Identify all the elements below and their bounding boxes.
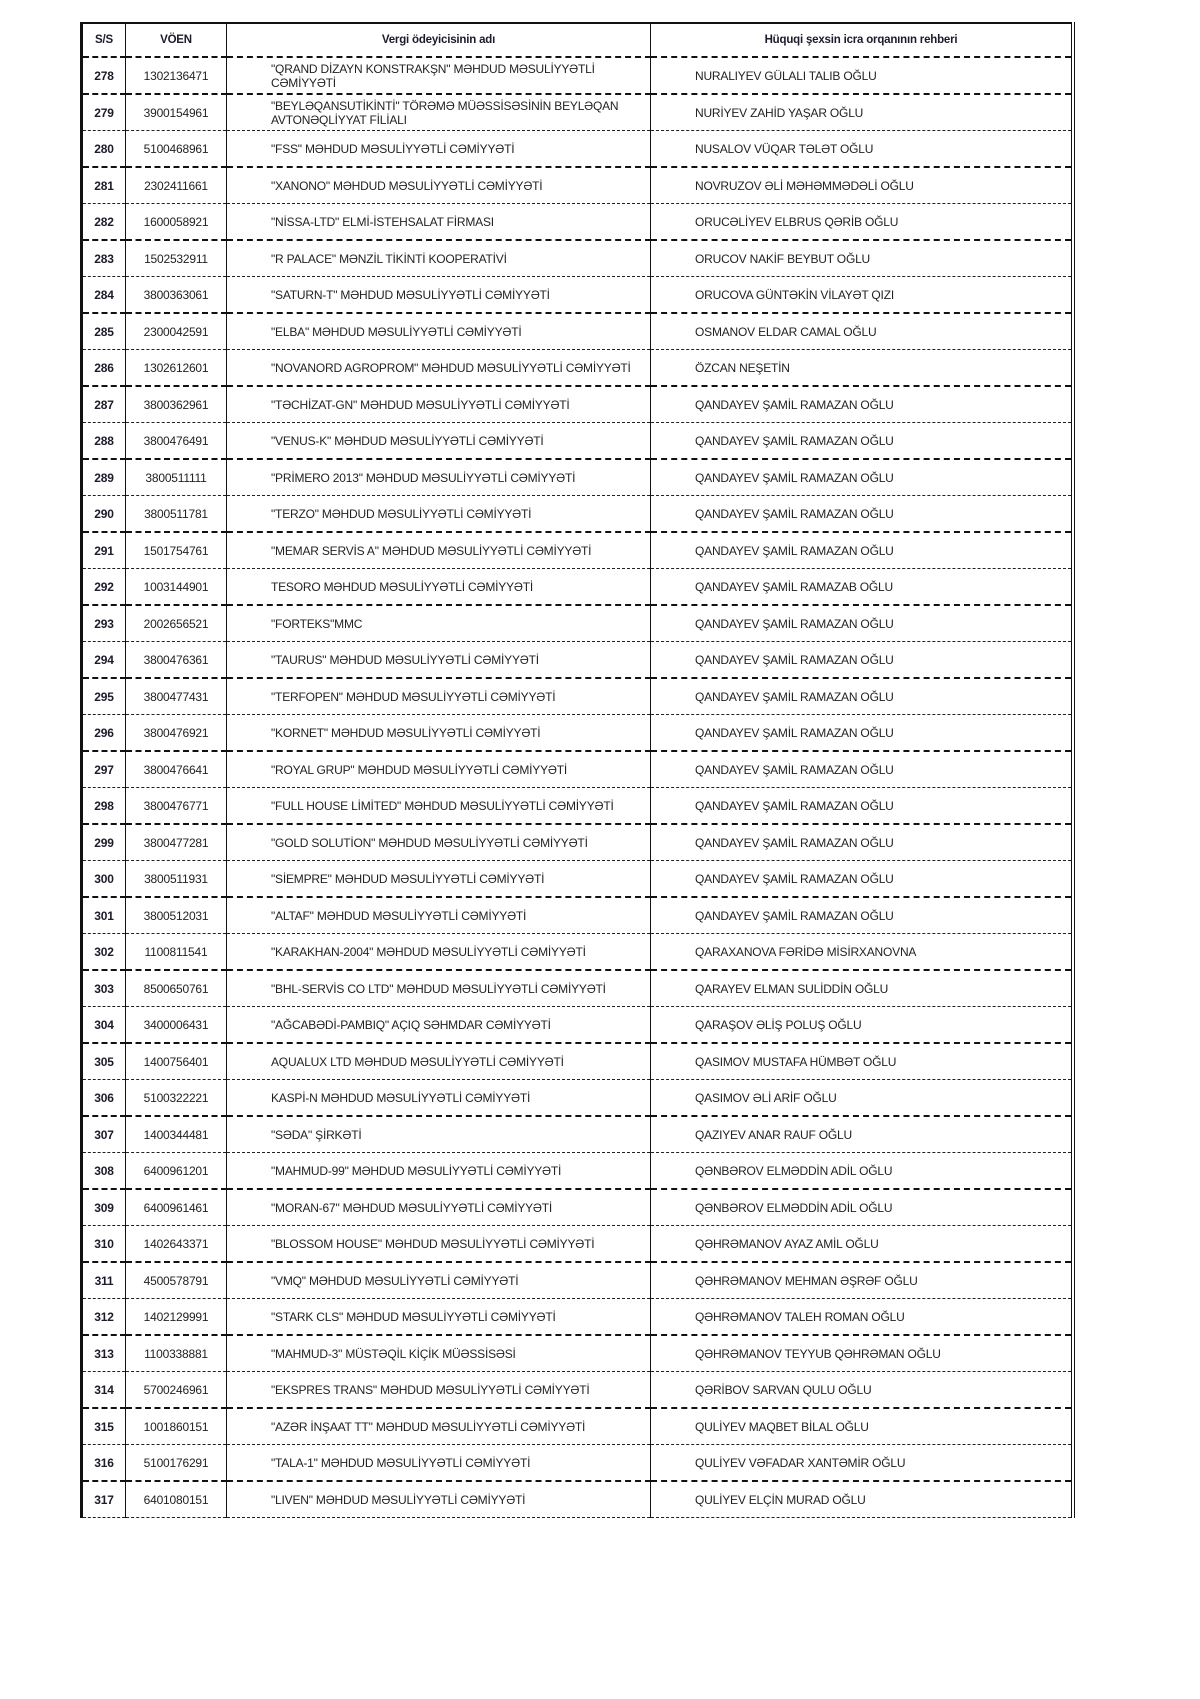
row-number-cell: 305: [82, 1043, 126, 1080]
taxpayer-name-cell: "FORTEKS"MMC: [227, 605, 651, 642]
row-number-cell: 291: [82, 532, 126, 569]
executive-head-cell: NURALIYEV GÜLALI TALIB OĞLU: [651, 57, 1074, 94]
voen-cell: 1001860151: [126, 1408, 227, 1445]
table-row: [82, 1043, 1074, 1080]
row-number-cell: 286: [82, 350, 126, 387]
row-number-cell: 315: [82, 1408, 126, 1445]
table-row: [82, 496, 1074, 533]
taxpayer-name-cell: "TƏCHİZAT-GN" MƏHDUD MƏSULİYYƏTLİ CƏMİYYƏTİ: [227, 386, 651, 423]
voen-cell: 3800476921: [126, 715, 227, 752]
table-row: [82, 678, 1074, 715]
voen-cell: 3800512031: [126, 897, 227, 934]
voen-cell: 3800362961: [126, 386, 227, 423]
taxpayer-name-cell: "MORAN-67" MƏHDUD MƏSULİYYƏTLİ CƏMİYYƏTİ: [227, 1189, 651, 1226]
voen-cell: 5100176291: [126, 1445, 227, 1482]
table-row: [82, 240, 1074, 277]
row-number-cell: 298: [82, 788, 126, 825]
table-row: [82, 131, 1074, 168]
voen-cell: 1302136471: [126, 57, 227, 94]
executive-head-cell: QƏHRƏMANOV TEYYUB QƏHRƏMAN OĞLU: [651, 1335, 1074, 1372]
table-row: [82, 1116, 1074, 1153]
taxpayer-name-cell: "KORNET" MƏHDUD MƏSULİYYƏTLİ CƏMİYYƏTİ: [227, 715, 651, 752]
row-number-cell: 293: [82, 605, 126, 642]
voen-cell: 1003144901: [126, 569, 227, 606]
taxpayer-name-cell: "NİSSA-LTD" ELMİ-İSTEHSALAT FİRMASI: [227, 204, 651, 241]
row-number-cell: 316: [82, 1445, 126, 1482]
voen-cell: 5100468961: [126, 131, 227, 168]
executive-head-cell: QULİYEV VƏFADAR XANTƏMİR OĞLU: [651, 1445, 1074, 1482]
row-number-cell: 303: [82, 970, 126, 1007]
table-row: [82, 423, 1074, 460]
taxpayer-name-cell: "LIVEN" MƏHDUD MƏSULİYYƏTLİ CƏMİYYƏTİ: [227, 1481, 651, 1518]
executive-head-cell: ORUCOVA GÜNTƏKİN VİLAYƏT QIZI: [651, 277, 1074, 314]
taxpayer-name-cell: AQUALUX LTD MƏHDUD MƏSULİYYƏTLİ CƏMİYYƏTİ: [227, 1043, 651, 1080]
executive-head-cell: ORUCOV NAKİF BEYBUT OĞLU: [651, 240, 1074, 277]
table-row: [82, 1226, 1074, 1263]
executive-head-cell: NUSALOV VÜQAR TƏLƏT OĞLU: [651, 131, 1074, 168]
executive-head-cell: QASIMOV ƏLİ ARİF OĞLU: [651, 1080, 1074, 1117]
row-number-cell: 310: [82, 1226, 126, 1263]
taxpayer-name-cell: "ELBA" MƏHDUD MƏSULİYYƏTLİ CƏMİYYƏTİ: [227, 313, 651, 350]
voen-cell: 3800363061: [126, 277, 227, 314]
executive-head-cell: QƏHRƏMANOV MEHMAN ƏŞRƏF OĞLU: [651, 1262, 1074, 1299]
voen-cell: 2302411661: [126, 167, 227, 204]
header-executive-head: Hüquqi şexsin icra orqanının rehberi: [651, 23, 1074, 57]
executive-head-cell: QANDAYEV ŞAMİL RAMAZAB OĞLU: [651, 569, 1074, 606]
table-row: [82, 277, 1074, 314]
executive-head-cell: QULİYEV MAQBET BİLAL OĞLU: [651, 1408, 1074, 1445]
taxpayer-name-cell: "MEMAR SERVİS A" MƏHDUD MƏSULİYYƏTLİ CƏMİYYƏTİ: [227, 532, 651, 569]
header-row: [82, 23, 1074, 57]
taxpayer-name-cell: "PRİMERO 2013" MƏHDUD MƏSULİYYƏTLİ CƏMİYYƏTİ: [227, 459, 651, 496]
table-header: [82, 23, 1074, 57]
taxpayer-name-cell: TESORO MƏHDUD MƏSULİYYƏTLİ CƏMİYYƏTİ: [227, 569, 651, 606]
table-row: [82, 751, 1074, 788]
row-number-cell: 284: [82, 277, 126, 314]
taxpayer-name-cell: "TAURUS" MƏHDUD MƏSULİYYƏTLİ CƏMİYYƏTİ: [227, 642, 651, 679]
executive-head-cell: NURİYEV ZAHİD YAŞAR OĞLU: [651, 94, 1074, 131]
row-number-cell: 300: [82, 861, 126, 898]
row-number-cell: 296: [82, 715, 126, 752]
table-row: [82, 1299, 1074, 1336]
executive-head-cell: QANDAYEV ŞAMİL RAMAZAN OĞLU: [651, 751, 1074, 788]
executive-head-cell: QANDAYEV ŞAMİL RAMAZAN OĞLU: [651, 605, 1074, 642]
row-number-cell: 283: [82, 240, 126, 277]
taxpayer-name-cell: "R PALACE" MƏNZİL TİKİNTİ KOOPERATİVİ: [227, 240, 651, 277]
row-number-cell: 294: [82, 642, 126, 679]
table-row: [82, 1080, 1074, 1117]
row-number-cell: 307: [82, 1116, 126, 1153]
taxpayer-name-cell: "MAHMUD-99" MƏHDUD MƏSULİYYƏTLİ CƏMİYYƏTİ: [227, 1153, 651, 1190]
taxpayer-name-cell: "AĞCABƏDİ-PAMBIQ" AÇIQ SƏHMDAR CƏMİYYƏTİ: [227, 1007, 651, 1044]
executive-head-cell: QANDAYEV ŞAMİL RAMAZAN OĞLU: [651, 788, 1074, 825]
voen-cell: 3800477281: [126, 824, 227, 861]
taxpayer-name-cell: "AZƏR İNŞAAT TT" MƏHDUD MƏSULİYYƏTLİ CƏMİYYƏTİ: [227, 1408, 651, 1445]
voen-cell: 1502532911: [126, 240, 227, 277]
executive-head-cell: QANDAYEV ŞAMİL RAMAZAN OĞLU: [651, 423, 1074, 460]
taxpayer-name-cell: "KARAKHAN-2004" MƏHDUD MƏSULİYYƏTLİ CƏMİYYƏTİ: [227, 934, 651, 971]
executive-head-cell: QƏNBƏROV ELMƏDDİN ADİL OĞLU: [651, 1153, 1074, 1190]
table-row: [82, 897, 1074, 934]
executive-head-cell: QARAYEV ELMAN SULİDDİN OĞLU: [651, 970, 1074, 1007]
voen-cell: 1302612601: [126, 350, 227, 387]
table-row: [82, 605, 1074, 642]
executive-head-cell: QAZIYEV ANAR RAUF OĞLU: [651, 1116, 1074, 1153]
voen-cell: 3900154961: [126, 94, 227, 131]
row-number-cell: 311: [82, 1262, 126, 1299]
executive-head-cell: ORUCƏLİYEV ELBRUS QƏRİB OĞLU: [651, 204, 1074, 241]
executive-head-cell: NOVRUZOV ƏLİ MƏHƏMMƏDƏLİ OĞLU: [651, 167, 1074, 204]
taxpayer-name-cell: "BLOSSOM HOUSE" MƏHDUD MƏSULİYYƏTLİ CƏMİYYƏTİ: [227, 1226, 651, 1263]
row-number-cell: 290: [82, 496, 126, 533]
executive-head-cell: QARAŞOV ƏLİŞ POLUŞ OĞLU: [651, 1007, 1074, 1044]
row-number-cell: 279: [82, 94, 126, 131]
taxpayer-name-cell: "TALA-1" MƏHDUD MƏSULİYYƏTLİ CƏMİYYƏTİ: [227, 1445, 651, 1482]
table-row: [82, 313, 1074, 350]
voen-cell: 2300042591: [126, 313, 227, 350]
table-row: [82, 715, 1074, 752]
taxpayer-name-cell: "SƏDA" ŞİRKƏTİ: [227, 1116, 651, 1153]
executive-head-cell: QƏNBƏROV ELMƏDDİN ADİL OĞLU: [651, 1189, 1074, 1226]
voen-cell: 3800511931: [126, 861, 227, 898]
taxpayer-name-cell: "SATURN-T" MƏHDUD MƏSULİYYƏTLİ CƏMİYYƏTİ: [227, 277, 651, 314]
voen-cell: 1501754761: [126, 532, 227, 569]
voen-cell: 1100338881: [126, 1335, 227, 1372]
voen-cell: 3800477431: [126, 678, 227, 715]
table-row: [82, 167, 1074, 204]
row-number-cell: 312: [82, 1299, 126, 1336]
executive-head-cell: QƏHRƏMANOV TALEH ROMAN OĞLU: [651, 1299, 1074, 1336]
taxpayer-name-cell: "QRAND DİZAYN KONSTRAKŞN" MƏHDUD MƏSULİYYƏTLİ CƏMİYYƏTİ: [227, 57, 651, 94]
row-number-cell: 280: [82, 131, 126, 168]
taxpayer-name-cell: "NOVANORD AGROPROM" MƏHDUD MƏSULİYYƏTLİ CƏMİYYƏTİ: [227, 350, 651, 387]
voen-cell: 1402129991: [126, 1299, 227, 1336]
row-number-cell: 314: [82, 1372, 126, 1409]
taxpayer-name-cell: "BHL-SERVİS CO LTD" MƏHDUD MƏSULİYYƏTLİ CƏMİYYƏTİ: [227, 970, 651, 1007]
taxpayer-name-cell: "FSS" MƏHDUD MƏSULİYYƏTLİ CƏMİYYƏTİ: [227, 131, 651, 168]
table-row: [82, 569, 1074, 606]
table-body: [82, 57, 1074, 1518]
taxpayer-name-cell: "XANONO" MƏHDUD MƏSULİYYƏTLİ CƏMİYYƏTİ: [227, 167, 651, 204]
table-row: [82, 94, 1074, 131]
row-number-cell: 288: [82, 423, 126, 460]
voen-cell: 3800511781: [126, 496, 227, 533]
voen-cell: 1400344481: [126, 1116, 227, 1153]
voen-cell: 5100322221: [126, 1080, 227, 1117]
taxpayer-name-cell: "VMQ" MƏHDUD MƏSULİYYƏTLİ CƏMİYYƏTİ: [227, 1262, 651, 1299]
table-row: [82, 386, 1074, 423]
voen-cell: 3400006431: [126, 1007, 227, 1044]
table-row: [82, 824, 1074, 861]
table-row: [82, 57, 1074, 94]
executive-head-cell: QANDAYEV ŞAMİL RAMAZAN OĞLU: [651, 824, 1074, 861]
taxpayer-name-cell: "TERFOPEN" MƏHDUD MƏSULİYYƏTLİ CƏMİYYƏTİ: [227, 678, 651, 715]
table-row: [82, 350, 1074, 387]
table-row: [82, 1262, 1074, 1299]
taxpayer-name-cell: "EKSPRES TRANS" MƏHDUD MƏSULİYYƏTLİ CƏMİYYƏTİ: [227, 1372, 651, 1409]
voen-cell: 1100811541: [126, 934, 227, 971]
voen-cell: 1400756401: [126, 1043, 227, 1080]
executive-head-cell: QANDAYEV ŞAMİL RAMAZAN OĞLU: [651, 715, 1074, 752]
executive-head-cell: QƏHRƏMANOV AYAZ AMİL OĞLU: [651, 1226, 1074, 1263]
row-number-cell: 292: [82, 569, 126, 606]
header-ss: S/S: [82, 23, 126, 57]
taxpayer-name-cell: "FULL HOUSE LİMİTED" MƏHDUD MƏSULİYYƏTLİ CƏMİYYƏTİ: [227, 788, 651, 825]
taxpayer-name-cell: "GOLD SOLUTİON" MƏHDUD MƏSULİYYƏTLİ CƏMİYYƏTİ: [227, 824, 651, 861]
voen-cell: 6401080151: [126, 1481, 227, 1518]
executive-head-cell: QANDAYEV ŞAMİL RAMAZAN OĞLU: [651, 861, 1074, 898]
taxpayer-name-cell: "SİEMPRE" MƏHDUD MƏSULİYYƏTLİ CƏMİYYƏTİ: [227, 861, 651, 898]
row-number-cell: 287: [82, 386, 126, 423]
table-row: [82, 1481, 1074, 1518]
executive-head-cell: QASIMOV MUSTAFA HÜMBƏT OĞLU: [651, 1043, 1074, 1080]
executive-head-cell: QANDAYEV ŞAMİL RAMAZAN OĞLU: [651, 386, 1074, 423]
table-row: [82, 970, 1074, 1007]
row-number-cell: 299: [82, 824, 126, 861]
taxpayer-name-cell: "BEYLƏQANSUTİKİNTİ" TÖRƏMƏ MÜƏSSİSƏSİNİN BEYLƏQAN AVTONƏQLİYYAT FİLİALI: [227, 94, 651, 131]
table-row: [82, 204, 1074, 241]
header-taxpayer-name: Vergi ödeyicisinin adı: [227, 23, 651, 57]
row-number-cell: 306: [82, 1080, 126, 1117]
table-row: [82, 861, 1074, 898]
executive-head-cell: QANDAYEV ŞAMİL RAMAZAN OĞLU: [651, 678, 1074, 715]
executive-head-cell: QANDAYEV ŞAMİL RAMAZAN OĞLU: [651, 642, 1074, 679]
table-row: [82, 934, 1074, 971]
table-row: [82, 1445, 1074, 1482]
row-number-cell: 285: [82, 313, 126, 350]
table-row: [82, 459, 1074, 496]
voen-cell: 1600058921: [126, 204, 227, 241]
row-number-cell: 278: [82, 57, 126, 94]
executive-head-cell: QANDAYEV ŞAMİL RAMAZAN OĞLU: [651, 496, 1074, 533]
executive-head-cell: QULİYEV ELÇİN MURAD OĞLU: [651, 1481, 1074, 1518]
voen-cell: 4500578791: [126, 1262, 227, 1299]
table-row: [82, 1007, 1074, 1044]
row-number-cell: 282: [82, 204, 126, 241]
row-number-cell: 295: [82, 678, 126, 715]
executive-head-cell: OSMANOV ELDAR CAMAL OĞLU: [651, 313, 1074, 350]
table-row: [82, 1372, 1074, 1409]
taxpayer-name-cell: KASPİ-N MƏHDUD MƏSULİYYƏTLİ CƏMİYYƏTİ: [227, 1080, 651, 1117]
row-number-cell: 281: [82, 167, 126, 204]
table-row: [82, 642, 1074, 679]
voen-cell: 6400961201: [126, 1153, 227, 1190]
table-row: [82, 788, 1074, 825]
voen-cell: 3800476641: [126, 751, 227, 788]
voen-cell: 3800476771: [126, 788, 227, 825]
row-number-cell: 301: [82, 897, 126, 934]
voen-cell: 1402643371: [126, 1226, 227, 1263]
row-number-cell: 297: [82, 751, 126, 788]
row-number-cell: 308: [82, 1153, 126, 1190]
row-number-cell: 317: [82, 1481, 126, 1518]
row-number-cell: 289: [82, 459, 126, 496]
table-row: [82, 1335, 1074, 1372]
taxpayer-name-cell: "ALTAF" MƏHDUD MƏSULİYYƏTLİ CƏMİYYƏTİ: [227, 897, 651, 934]
executive-head-cell: QARAXANOVA FƏRİDƏ MİSİRXANOVNA: [651, 934, 1074, 971]
row-number-cell: 313: [82, 1335, 126, 1372]
executive-head-cell: QANDAYEV ŞAMİL RAMAZAN OĞLU: [651, 532, 1074, 569]
voen-cell: 2002656521: [126, 605, 227, 642]
table-row: [82, 532, 1074, 569]
taxpayer-name-cell: "ROYAL GRUP" MƏHDUD MƏSULİYYƏTLİ CƏMİYYƏTİ: [227, 751, 651, 788]
voen-cell: 8500650761: [126, 970, 227, 1007]
table-row: [82, 1189, 1074, 1226]
voen-cell: 6400961461: [126, 1189, 227, 1226]
table-row: [82, 1408, 1074, 1445]
executive-head-cell: QANDAYEV ŞAMİL RAMAZAN OĞLU: [651, 897, 1074, 934]
taxpayer-name-cell: "MAHMUD-3" MÜSTƏQİL KİÇİK MÜƏSSİSƏSİ: [227, 1335, 651, 1372]
taxpayer-name-cell: "TERZO" MƏHDUD MƏSULİYYƏTLİ CƏMİYYƏTİ: [227, 496, 651, 533]
voen-cell: 5700246961: [126, 1372, 227, 1409]
voen-cell: 3800476361: [126, 642, 227, 679]
row-number-cell: 302: [82, 934, 126, 971]
taxpayer-name-cell: "STARK CLS" MƏHDUD MƏSULİYYƏTLİ CƏMİYYƏTİ: [227, 1299, 651, 1336]
row-number-cell: 309: [82, 1189, 126, 1226]
voen-cell: 3800476491: [126, 423, 227, 460]
header-voen: VÖEN: [126, 23, 227, 57]
table-row: [82, 1153, 1074, 1190]
executive-head-cell: ÖZCAN NEŞETİN: [651, 350, 1074, 387]
taxpayer-name-cell: "VENUS-K" MƏHDUD MƏSULİYYƏTLİ CƏMİYYƏTİ: [227, 423, 651, 460]
executive-head-cell: QƏRİBOV SARVAN QULU OĞLU: [651, 1372, 1074, 1409]
taxpayer-table: [80, 22, 1075, 1518]
row-number-cell: 304: [82, 1007, 126, 1044]
voen-cell: 3800511111: [126, 459, 227, 496]
executive-head-cell: QANDAYEV ŞAMİL RAMAZAN OĞLU: [651, 459, 1074, 496]
